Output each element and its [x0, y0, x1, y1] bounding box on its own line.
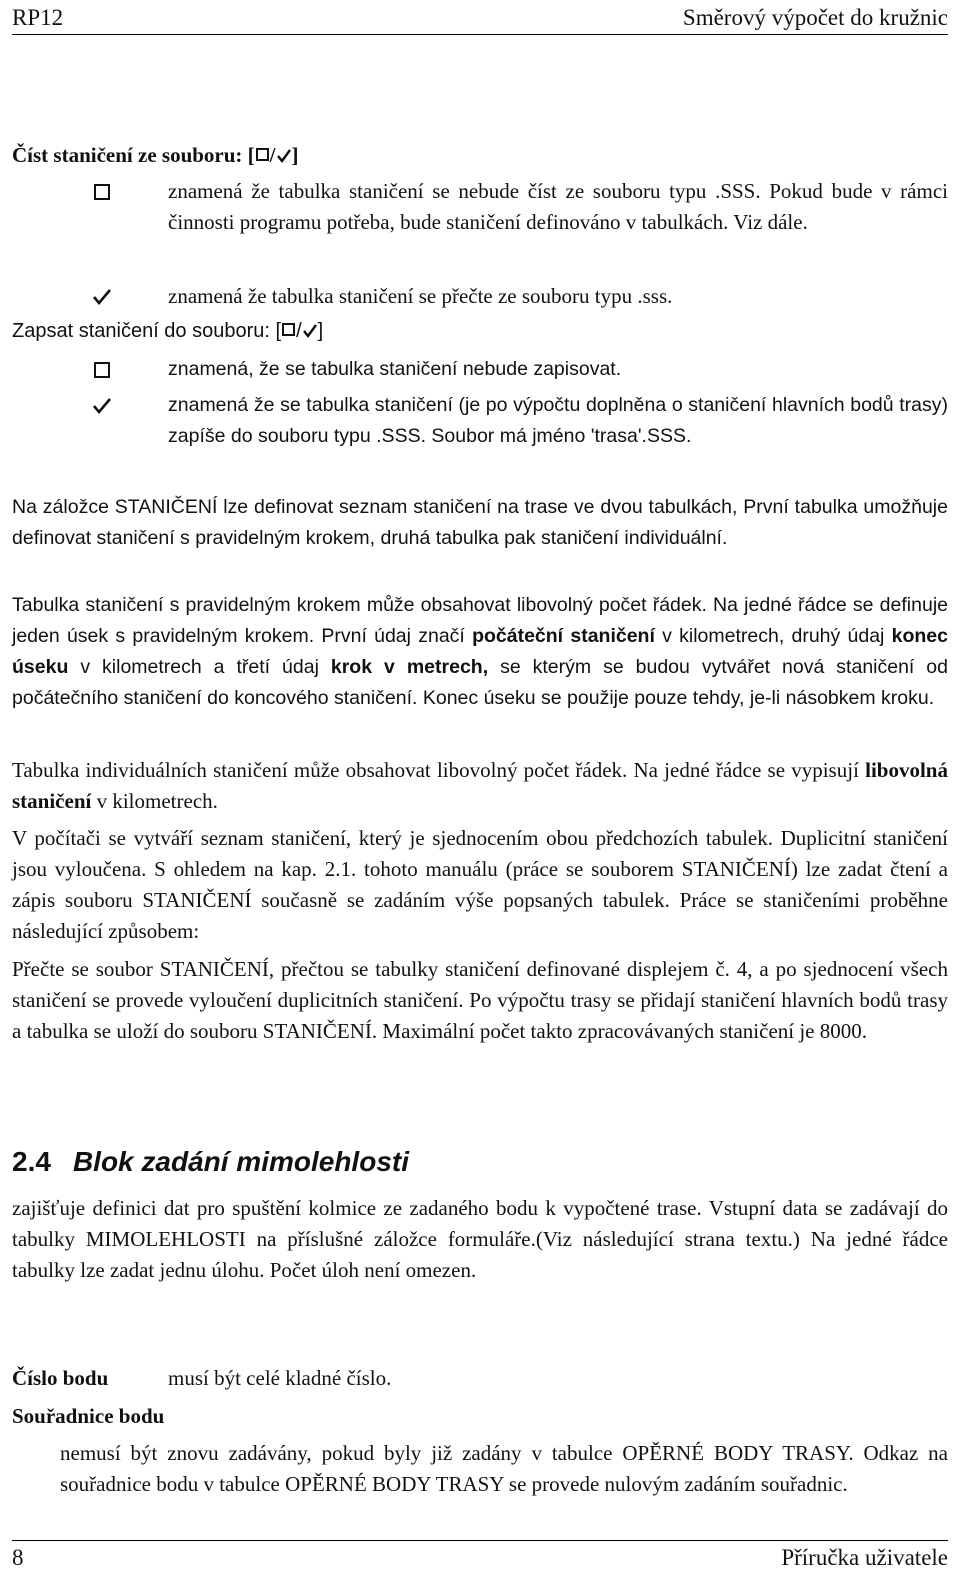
checkbox-empty-icon [256, 148, 269, 161]
paragraph-individual: Tabulka individuálních staničení může obsahovat libovolný počet řádek. Na jedné řádce se vypisují libovolná staničení v kilometrech. [12, 758, 948, 813]
field-desc-coordinates: nemusí být znovu zadávány, pokud byly již zadány v tabulce OPĚRNÉ BODY TRASY. Odkaz na souřadnice bodu v tabulce OPĚRNÉ BODY TRASY se provede nulovým zadáním souřadnic. [60, 1441, 948, 1496]
footer-page-number: 8 [12, 1545, 24, 1570]
checkmark-icon [88, 390, 118, 421]
section-intro: zajišťuje definici dat pro spuštění kolmice ze zadaného bodu k vypočtené trase. Vstupní data se zadávají do tabulky MIMOLEHLOSTI na příslušné záložce formuláře.(Viz následující strana textu.) Na jedné řádce tabulky lze zadat jednu úlohu. Počet úloh není omezen. [12, 1196, 948, 1282]
page-footer [12, 1540, 948, 1573]
read-checked-text: znamená že tabulka staničení se přečte ze souboru typu .sss. [168, 284, 673, 308]
checkbox-empty-icon [282, 323, 295, 336]
checkmark-icon [88, 281, 118, 312]
checkmark-icon [302, 323, 318, 339]
write-option-title: Zapsat staničení do souboru: [ / ] [12, 320, 324, 342]
paragraph-processing: Přečte se soubor STANIČENÍ, přečtou se tabulky staničení definované displejem č. 4, a po sjednocení všech staničení se provede vyloučení duplicitních staničení. Po výpočtu trasy se přidají staničení hlavních bodů trasy a tabulka se uloží do souboru STANIČENÍ. Maximální počet takto zpracovávaných staničení je 8000. [12, 957, 948, 1043]
header-right-title: Směrový výpočet do kružnic [682, 5, 948, 30]
field-label-coordinates: Souřadnice bodu [12, 1404, 165, 1428]
write-checked-text: znamená že se tabulka staničení (je po výpočtu doplněna o staničení hlavních bodů trasy) zapíše do souboru typu .SSS. Soubor má jméno 'trasa'.SSS. [168, 394, 948, 447]
section-heading: 2.4 Blok zadání mimolehlosti [12, 1146, 409, 1177]
read-option-title: Číst staničení ze souboru: [ / ] [12, 143, 299, 167]
paragraph-union: V počítači se vytváří seznam staničení, který je sjednocením obou předchozích tabulek. Duplicitní staničení jsou vyloučena. S ohledem na kap. 2.1. tohoto manuálu (práce se souborem STANIČENÍ) lze zadat čtení a zápis souboru STANIČENÍ současně se zadáním výše popsaných tabulek. Práce se staničeními proběhne následující způsobem: [12, 826, 948, 943]
paragraph-regular-step: Tabulka staničení s pravidelným krokem může obsahovat libovolný počet řádek. Na jedné řádce se definuje jeden úsek s pravidelným krokem. První údaj značí počáteční staničení v kilometrech, druhý údaj konec úseku v kilometrech a třetí údaj krok v metrech, se kterým se budou vytvářet nová staničení od počátečního staničení do koncového staničení. Konec úseku se použije pouze tehdy, je-li násobkem kroku. [12, 594, 949, 709]
write-unchecked-text: znamená, že se tabulka staničení nebude zapisovat. [168, 358, 622, 380]
header-left-title: RP12 [12, 5, 64, 30]
checkbox-empty-icon [88, 176, 118, 207]
page-header [12, 0, 948, 35]
read-unchecked-text: znamená že tabulka staničení se nebude číst ze souboru typu .SSS. Pokud bude v rámci činnosti programu potřeba, bude staničení definováno v tabulkách. Viz dále. [168, 179, 948, 234]
paragraph-stationing-tab: Na záložce STANIČENÍ lze definovat seznam staničení na trase ve dvou tabulkách, První tabulka umožňuje definovat staničení s pravidelným krokem, druhá tabulka pak staničení individuální. [12, 496, 948, 549]
field-desc-point-number: musí být celé kladné číslo. [168, 1366, 392, 1390]
field-label-point-number: Číslo bodu [12, 1366, 109, 1390]
checkbox-empty-icon [88, 354, 118, 385]
checkmark-icon [276, 148, 292, 164]
footer-right-title: Příručka uživatele [781, 1545, 948, 1570]
